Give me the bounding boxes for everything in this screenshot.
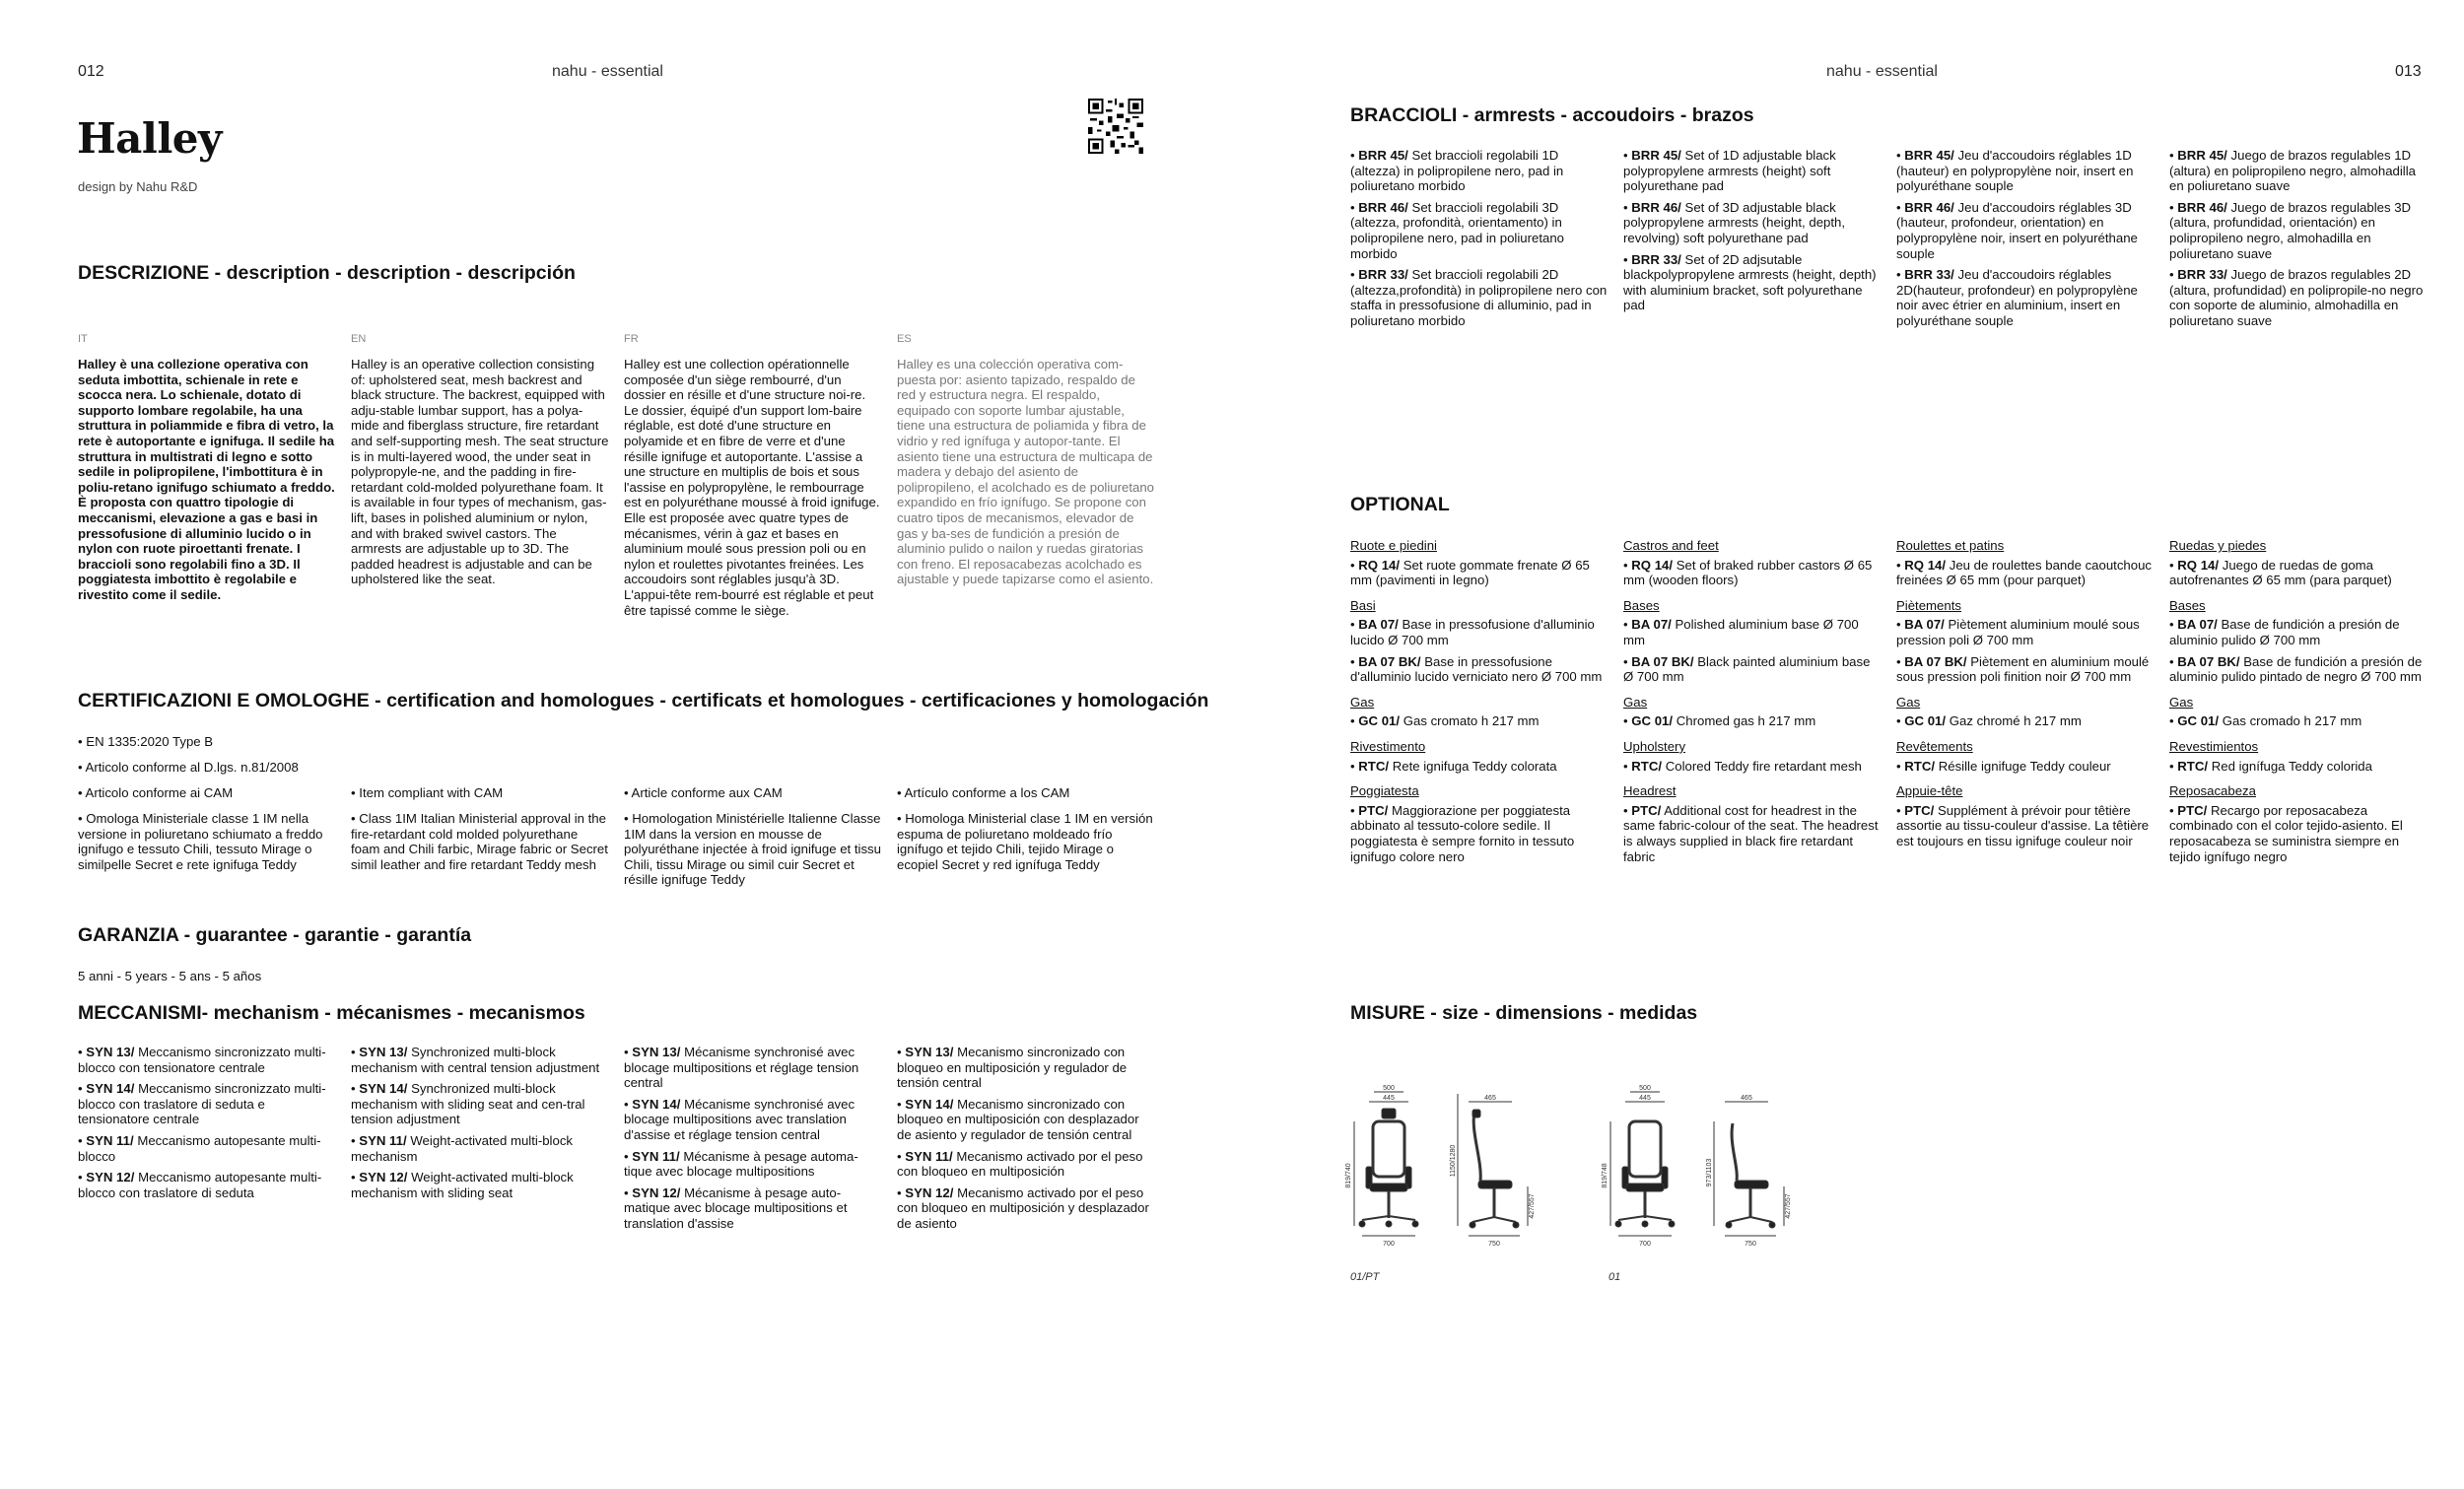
spec-code: BRR 45/ bbox=[1904, 148, 1954, 163]
spec-text: Set of 3D adjustable black polypropylene armrests (height, depth, revolving) soft polyurethane pad bbox=[1623, 199, 1846, 245]
optional-column-es bbox=[2169, 538, 2428, 870]
optional-item: • BA 07/ Base in pressofusione d'alluminio lucido Ø 700 mm bbox=[1350, 617, 1595, 647]
spec-item: • BRR 45/ Set of 1D adjustable black polypropylene armrests (height) soft polyurethane pad bbox=[1623, 148, 1836, 194]
optional-text: Résille ignifuge Teddy couleur bbox=[1938, 758, 2111, 774]
optional-text: Additional cost for headrest in the same fabric-colour of the seat. The headrest is always supplied in black fire retardant fabric bbox=[1623, 802, 1879, 864]
spec-item: • BRR 46/ Set of 3D adjustable black polypropylene armrests (height, depth, revolving) soft polyurethane pad bbox=[1623, 199, 1846, 245]
spec-code: BRR 45/ bbox=[2177, 148, 2227, 163]
dim-01pt-side-base: 750 bbox=[1488, 1241, 1500, 1248]
spec-code: BRR 33/ bbox=[1358, 267, 1408, 283]
spec-code: BRR 45/ bbox=[1631, 148, 1681, 163]
optional-text: Piètement aluminium moulé sous pression poli Ø 700 mm bbox=[1896, 617, 2140, 647]
description-text-es: Halley es una colección operativa com-puesta por: asiento tapizado, respaldo de red y estructura negra. El respaldo, equipado con soporte lumbar ajustable, tiene una estructura de poliamida y fibra de vidrio y red ignífuga y autopor-tante. El asiento tiene una estructura de multicapa de madera y debajo del asiento de polipropileno, el acolchado es de poliuretano expandido en frío ignífugo. Se propone con cuatro tipos de mecanismos, elevador de gas y ba-ses de fundición a presión de aluminio pulido o nailon y ruedas giratorias con freno. El reposacabezas acolchado es ajustable y puede tapizarse como el asiento. bbox=[897, 357, 1155, 587]
optional-group-title: Appuie-tête bbox=[1896, 783, 1963, 799]
spec-item: • SYN 11/ Meccanismo autopesante multi-blocco bbox=[78, 1132, 321, 1164]
optional-text: Set ruote gommate frenate Ø 65 mm (pavimenti in legno) bbox=[1350, 557, 1590, 588]
optional-group-title: Gas bbox=[1350, 694, 1375, 710]
optional-code: BA 07 BK/ bbox=[1358, 653, 1421, 669]
spec-text: Set braccioli regolabili 2D (altezza,profondità) in polipropilene nero con staffa in pressofusione di alluminio, pad in poliuretano morbido bbox=[1350, 267, 1608, 328]
optional-item: • RTC/ Colored Teddy fire retardant mesh bbox=[1623, 758, 1862, 774]
optional-code: BA 07/ bbox=[1904, 617, 1945, 633]
spec-item: • SYN 11/ Weight-activated multi-block mechanism bbox=[351, 1132, 574, 1164]
optional-group-title: Revestimientos bbox=[2169, 738, 2259, 754]
spec-text: Mécanisme synchronisé avec blocage multipositions avec translation d'assise et réglage tension central bbox=[624, 1096, 856, 1142]
dim-01-front-width: 445 bbox=[1639, 1095, 1651, 1102]
left-brand-label: nahu - essential bbox=[552, 63, 663, 80]
optional-code: BA 07/ bbox=[2177, 617, 2218, 633]
optional-text: Jeu de roulettes bande caoutchouc freinées Ø 65 mm (pour parquet) bbox=[1896, 557, 2153, 588]
spec-text: Jeu d'accoudoirs réglables 1D (hauteur) en polypropylène noir, insert en polyuréthane souple bbox=[1896, 148, 2134, 194]
cert-dlgs: • Articolo conforme al D.lgs. n.81/2008 bbox=[78, 760, 299, 775]
spec-code: SYN 11/ bbox=[632, 1148, 680, 1164]
spec-code: SYN 13/ bbox=[632, 1045, 681, 1059]
optional-group-title: Castros and feet bbox=[1623, 538, 1719, 553]
spec-item: • BRR 33/ Juego de brazos regulables 2D (altura, profundidad) en polipropile-no negro con soporte de aluminio, almohadilla en poliuretano suave bbox=[2169, 267, 2424, 328]
optional-item: • RTC/ Résille ignifuge Teddy couleur bbox=[1896, 758, 2111, 774]
optional-code: RQ 14/ bbox=[1631, 557, 1674, 573]
cert-en1335: • EN 1335:2020 Type B bbox=[78, 734, 214, 749]
spec-text: Juego de brazos regulables 3D (altura, profundidad, orientación) en polipropileno negro, almohadilla en poliuretano suave bbox=[2169, 199, 2412, 261]
spec-text: Jeu d'accoudoirs réglables 2D(hauteur, profondeur) en polypropylène noir avec étrier en aluminium, insert en polyuréthane souple bbox=[1896, 267, 2138, 328]
optional-group-title: Reposacabeza bbox=[2169, 783, 2256, 799]
spec-code: SYN 14/ bbox=[86, 1081, 135, 1097]
optional-item: • RQ 14/ Jeu de roulettes bande caoutchouc freinées Ø 65 mm (pour parquet) bbox=[1896, 557, 2153, 588]
dim-01pt-side-seat: 427/557 bbox=[1529, 1193, 1536, 1219]
optional-text: Chromed gas h 217 mm bbox=[1676, 713, 1816, 729]
description-text-en: Halley is an operative collection consisting of: upholstered seat, mesh backrest and black structure. The backrest, equipped with adju-stable lumbar support, has a polya-mide and fiberglass structure, fire retardant and self-supporting mesh. The seat structure is in multi-layered wood, the under seat in polypropyle-ne, and the padding in fire-retardant cold-molded polyurethane foam. It is available in four types of mechanism, gas-lift, bases in polished aluminium or nylon, and with braked swivel castors. The armrests are adjustable up to 3D. The padded headrest is adjustable and can be upholstered like the seat. bbox=[351, 357, 609, 587]
optional-text: Juego de ruedas de goma autofrenantes Ø 65 mm (para parquet) bbox=[2169, 557, 2392, 588]
optional-code: BA 07/ bbox=[1358, 617, 1399, 633]
optional-code: RTC/ bbox=[2177, 758, 2209, 774]
optional-heading: OPTIONAL bbox=[1350, 494, 1450, 515]
spec-text: Set braccioli regolabili 1D (altezza) in polipropilene nero, pad in poliuretano morbido bbox=[1350, 148, 1564, 194]
spec-text: Mecanismo activado por el peso con bloqueo en multiposición bbox=[897, 1148, 1143, 1180]
optional-code: RQ 14/ bbox=[1904, 557, 1947, 573]
lang-label-en: EN bbox=[351, 333, 367, 345]
optional-text: Maggiorazione per poggiatesta abbinato al tessuto-colore sedile. Il poggiatesta è sempre fornito in tessuto ignifugo colore nero bbox=[1350, 802, 1575, 864]
dim-01-side-seat: 427/557 bbox=[1785, 1193, 1792, 1219]
optional-text: Gas cromato h 217 mm bbox=[1403, 713, 1540, 729]
optional-text: Red ignífuga Teddy colorida bbox=[2211, 758, 2372, 774]
mechanisms-column-en bbox=[351, 1045, 609, 1206]
optional-text: Gas cromado h 217 mm bbox=[2222, 713, 2362, 729]
optional-item: • RTC/ Red ignífuga Teddy colorida bbox=[2169, 758, 2372, 774]
spec-code: SYN 12/ bbox=[905, 1184, 954, 1200]
spec-item: • BRR 46/ Juego de brazos regulables 3D (altura, profundidad, orientación) en polipropileno negro, almohadilla en poliuretano suave bbox=[2169, 199, 2412, 261]
spec-code: SYN 12/ bbox=[86, 1170, 135, 1185]
spec-item: • SYN 13/ Mécanisme synchronisé avec blocage multipositions et réglage tension central bbox=[624, 1045, 859, 1091]
optional-column-fr bbox=[1896, 538, 2155, 855]
spec-item: • SYN 14/ Synchronized multi-block mechanism with sliding seat and cen-tral tension adjustment bbox=[351, 1081, 585, 1127]
optional-item: • PTC/ Recargo por reposacabeza combinado con el color tejido-asiento. El reposacabeza se suministra siempre en tejido ignífugo negro bbox=[2169, 802, 2403, 864]
optional-code: BA 07/ bbox=[1631, 617, 1672, 633]
dim-01pt-front-width: 445 bbox=[1383, 1095, 1395, 1102]
spec-text: Synchronized multi-block mechanism with central tension adjustment bbox=[351, 1045, 600, 1075]
spec-code: SYN 14/ bbox=[632, 1096, 681, 1112]
dim-01-front-height: 819/748 bbox=[1602, 1163, 1608, 1188]
spec-item: • SYN 12/ Weight-activated multi-block mechanism with sliding seat bbox=[351, 1170, 574, 1200]
dim-01-side-top: 465 bbox=[1741, 1095, 1752, 1102]
optional-group-title: Piètements bbox=[1896, 597, 1961, 613]
optional-code: GC 01/ bbox=[1631, 713, 1674, 729]
armrests-column-es bbox=[2169, 148, 2428, 335]
spec-text: Mécanisme à pesage automa-tique avec blocage multipositions bbox=[624, 1148, 858, 1180]
cert-cam-en: • Item compliant with CAM bbox=[351, 785, 504, 800]
optional-item: • BA 07/ Base de fundición a presión de aluminio pulido Ø 700 mm bbox=[2169, 617, 2400, 647]
mechanisms-heading: MECCANISMI- mechanism - mécanismes - mecanismos bbox=[78, 1002, 585, 1024]
mechanisms-column-it bbox=[78, 1045, 336, 1206]
optional-text: Rete ignifuga Teddy colorata bbox=[1392, 758, 1557, 774]
size-caption-01: 01 bbox=[1608, 1271, 1621, 1283]
spec-code: BRR 33/ bbox=[2177, 267, 2227, 283]
optional-column-it bbox=[1350, 538, 1608, 870]
spec-code: SYN 14/ bbox=[359, 1081, 408, 1097]
optional-text: Black painted aluminium base Ø 700 mm bbox=[1623, 653, 1871, 685]
optional-text: Base de fundición a presión de aluminio pulido Ø 700 mm bbox=[2169, 617, 2400, 647]
optional-code: BA 07 BK/ bbox=[1631, 653, 1694, 669]
spec-code: BRR 45/ bbox=[1358, 148, 1408, 163]
armrests-heading: BRACCIOLI - armrests - accoudoirs - brazos bbox=[1350, 104, 1754, 126]
optional-text: Base in pressofusione d'alluminio lucido Ø 700 mm bbox=[1350, 617, 1595, 647]
qr-code bbox=[1088, 99, 1143, 159]
spec-text: Jeu d'accoudoirs réglables 3D (hauteur, profondeur, orientation) en polypropylène noir, insert en polyuréthane souple bbox=[1896, 199, 2138, 261]
warranty-text: 5 anni - 5 years - 5 ans - 5 años bbox=[78, 969, 262, 983]
spec-code: BRR 46/ bbox=[1358, 199, 1408, 215]
optional-text: Recargo por reposacabeza combinado con el color tejido-asiento. El reposacabeza se suministra siempre en tejido ignífugo negro bbox=[2169, 802, 2403, 864]
optional-item: • BA 07/ Polished aluminium base Ø 700 mm bbox=[1623, 617, 1859, 647]
optional-code: GC 01/ bbox=[2177, 713, 2220, 729]
optional-text: Polished aluminium base Ø 700 mm bbox=[1623, 617, 1859, 647]
spec-item: • BRR 33/ Set of 2D adjsutable blackpolypropylene armrests (height, depth) with aluminium bracket, soft polyurethane pad bbox=[1623, 251, 1877, 313]
spec-code: BRR 33/ bbox=[1631, 251, 1681, 267]
optional-code: RTC/ bbox=[1358, 758, 1390, 774]
optional-group-title: Upholstery bbox=[1623, 738, 1686, 754]
dim-01pt-front-top: 500 bbox=[1383, 1085, 1395, 1092]
cert-homologation-es: • Homologa Ministerial clase 1 IM en versión espuma de poliuretano moldeado frío ignífugo et tejido Chili, tejido Mirage o ecopiel Secret y red ignífuga Teddy bbox=[897, 811, 1153, 872]
optional-group-title: Headrest bbox=[1623, 783, 1677, 799]
warranty-heading: GARANZIA - guarantee - garantie - garantía bbox=[78, 924, 472, 946]
optional-group-title: Bases bbox=[1623, 597, 1660, 613]
optional-item: • BA 07 BK/ Base de fundición a presión de aluminio pulido pintado de negro Ø 700 mm bbox=[2169, 653, 2423, 685]
spec-code: SYN 12/ bbox=[359, 1170, 408, 1185]
optional-item: • BA 07 BK/ Piètement en aluminium moulé sous pression poli finition noir Ø 700 mm bbox=[1896, 653, 2150, 685]
lang-label-fr: FR bbox=[624, 333, 639, 345]
optional-column-en bbox=[1623, 538, 1882, 870]
optional-item: • RQ 14/ Set of braked rubber castors Ø 65 mm (wooden floors) bbox=[1623, 557, 1873, 588]
mechanisms-column-fr bbox=[624, 1045, 882, 1238]
optional-group-title: Gas bbox=[1623, 694, 1648, 710]
spec-item: • BRR 33/ Set braccioli regolabili 2D (altezza,profondità) in polipropilene nero con staffa in pressofusione di alluminio, pad in poliuretano morbido bbox=[1350, 267, 1608, 328]
optional-text: Supplément à prévoir pour têtière assortie au tissu-couleur d'assise. La têtière est toujours en tissu ignifuge couleur noir bbox=[1896, 802, 2150, 848]
spec-item: • SYN 12/ Meccanismo autopesante multi-blocco con traslatore di seduta bbox=[78, 1170, 322, 1200]
spec-code: SYN 11/ bbox=[359, 1132, 407, 1148]
spec-text: Weight-activated multi-block mechanism bbox=[351, 1132, 574, 1164]
spec-text: Juego de brazos regulables 1D (altura) en polipropileno negro, almohadilla en poliuretano suave bbox=[2169, 148, 2416, 194]
spec-text: Juego de brazos regulables 2D (altura, profundidad) en polipropile-no negro con soporte de aluminio, almohadilla en poliuretano suave bbox=[2169, 267, 2424, 328]
mechanisms-column-es bbox=[897, 1045, 1155, 1238]
optional-code: PTC/ bbox=[1904, 802, 1935, 818]
optional-item: • GC 01/ Gas cromato h 217 mm bbox=[1350, 713, 1540, 729]
armrests-column-en bbox=[1623, 148, 1882, 319]
optional-text: Set of braked rubber castors Ø 65 mm (wooden floors) bbox=[1623, 557, 1873, 588]
product-title: Halley bbox=[77, 114, 222, 163]
dim-01pt-front-base: 700 bbox=[1383, 1241, 1395, 1248]
optional-item: • PTC/ Additional cost for headrest in the same fabric-colour of the seat. The headrest is always supplied in black fire retardant fabric bbox=[1623, 802, 1879, 864]
spec-item: • SYN 13/ Synchronized multi-block mechanism with central tension adjustment bbox=[351, 1045, 600, 1075]
optional-code: PTC/ bbox=[1358, 802, 1389, 818]
cert-homologation-en: • Class 1IM Italian Ministerial approval in the fire-retardant cold molded polyurethane foam and Chili farbic, Mirage fabric or Secret simil leather and fire retardant Teddy mesh bbox=[351, 811, 608, 872]
spec-item: • SYN 12/ Mécanisme à pesage auto-matique avec blocage multipositions et translation d'assise bbox=[624, 1184, 848, 1231]
optional-code: GC 01/ bbox=[1358, 713, 1401, 729]
spec-item: • BRR 33/ Jeu d'accoudoirs réglables 2D(hauteur, profondeur) en polypropylène noir avec étrier en aluminium, insert en polyuréthane souple bbox=[1896, 267, 2138, 328]
spec-item: • SYN 13/ Meccanismo sincronizzato multi-blocco con tensionatore centrale bbox=[78, 1045, 326, 1075]
spec-text: Mécanisme synchronisé avec blocage multipositions et réglage tension central bbox=[624, 1045, 859, 1091]
spec-code: BRR 46/ bbox=[2177, 199, 2227, 215]
spec-text: Meccanismo sincronizzato multi-blocco con tensionatore centrale bbox=[78, 1045, 326, 1075]
optional-text: Piètement en aluminium moulé sous pression poli finition noir Ø 700 mm bbox=[1896, 653, 2150, 685]
spec-text: Set of 2D adjsutable blackpolypropylene armrests (height, depth) with aluminium bracket, soft polyurethane pad bbox=[1623, 251, 1877, 313]
lang-label-es: ES bbox=[897, 333, 912, 345]
spec-code: BRR 46/ bbox=[1904, 199, 1954, 215]
optional-code: PTC/ bbox=[2177, 802, 2208, 818]
left-page-number: 012 bbox=[78, 63, 104, 80]
spec-text: Mecanismo sincronizado con bloqueo en multiposición con desplazador de asiento y regulador de tensión central bbox=[897, 1096, 1139, 1142]
dim-01-front-top: 500 bbox=[1639, 1085, 1651, 1092]
spec-code: BRR 33/ bbox=[1904, 267, 1954, 283]
dim-01pt-front-height: 819/740 bbox=[1345, 1163, 1352, 1188]
optional-item: • BA 07 BK/ Base in pressofusione d'alluminio lucido verniciato nero Ø 700 mm bbox=[1350, 653, 1603, 685]
optional-group-title: Rivestimento bbox=[1350, 738, 1426, 754]
optional-group-title: Revêtements bbox=[1896, 738, 1973, 754]
optional-item: • BA 07 BK/ Black painted aluminium base Ø 700 mm bbox=[1623, 653, 1871, 685]
spec-text: Mecanismo sincronizado con bloqueo en multiposición y regulador de tensión central bbox=[897, 1045, 1128, 1091]
spec-code: SYN 12/ bbox=[632, 1184, 681, 1200]
designer-credit: design by Nahu R&D bbox=[78, 179, 198, 194]
cert-homologation-it: • Omologa Ministeriale classe 1 IM nella versione in poliuretano schiumato a freddo ignifugo e tessuto Chili, tessuto Mirage o similpelle Secret e rete ignifuga Teddy bbox=[78, 811, 323, 872]
spec-item: • BRR 45/ Set braccioli regolabili 1D (altezza) in polipropilene nero, pad in poliuretano morbido bbox=[1350, 148, 1564, 194]
spec-item: • SYN 11/ Mécanisme à pesage automa-tique avec blocage multipositions bbox=[624, 1148, 858, 1180]
size-caption-01pt: 01/PT bbox=[1350, 1271, 1380, 1283]
spec-text: Set of 1D adjustable black polypropylene armrests (height) soft polyurethane pad bbox=[1623, 148, 1836, 194]
optional-group-title: Gas bbox=[1896, 694, 1921, 710]
optional-item: • BA 07/ Piètement aluminium moulé sous pression poli Ø 700 mm bbox=[1896, 617, 2140, 647]
optional-group-title: Ruote e piedini bbox=[1350, 538, 1437, 553]
description-text-fr: Halley est une collection opérationnelle composée d'un siège rembourré, d'un dossier en résille et d'une structure noi-re. Le dossier, équipé d'un support lom-baire réglable, est doté d'une structure en polyamide et en fibre de verre et d'une résille ignifuge et autoportante. L'assise a une structure en multiplis de bois et sous l'assise en polypropylène, le rembourrage est en polyuréthane moussé à froid ignifuge. Elle est proposée avec quatre types de mécanismes, vérin à gaz et bases en aluminium moulé sous pression poli ou en nylon et roulettes pivotantes freinées. Les accoudoirs sont réglables jusqu'à 3D. L'appui-tête rem-bourré est réglable et peut être tapissé comme le siège. bbox=[624, 357, 880, 618]
spec-item: • BRR 46/ Jeu d'accoudoirs réglables 3D (hauteur, profondeur, orientation) en polypropylène noir, insert en polyuréthane souple bbox=[1896, 199, 2138, 261]
dim-01pt-side-height: 1150/1280 bbox=[1450, 1144, 1457, 1178]
cert-homologation-fr: • Homologation Ministérielle Italienne Classe 1IM dans la version en mousse de polyuréthane injectée à froid ignifuge et tissu Chili, tissu Mirage ou simil cuir Secret et résille ignifuge Teddy bbox=[624, 811, 881, 888]
optional-text: Base in pressofusione d'alluminio lucido verniciato nero Ø 700 mm bbox=[1350, 653, 1603, 685]
spec-code: SYN 11/ bbox=[905, 1148, 953, 1164]
optional-item: • GC 01/ Gaz chromé h 217 mm bbox=[1896, 713, 2082, 729]
certifications-heading: CERTIFICAZIONI E OMOLOGHE - certification and homologues - certificats et homologues - certificaciones y homologación bbox=[78, 690, 1209, 711]
dim-01pt-side-top: 465 bbox=[1484, 1095, 1496, 1102]
optional-code: RTC/ bbox=[1631, 758, 1663, 774]
spec-item: • BRR 45/ Jeu d'accoudoirs réglables 1D (hauteur) en polypropylène noir, insert en polyuréthane souple bbox=[1896, 148, 2134, 194]
optional-item: • PTC/ Maggiorazione per poggiatesta abbinato al tessuto-colore sedile. Il poggiatesta è sempre fornito in tessuto ignifugo colore nero bbox=[1350, 802, 1575, 864]
dim-01-front-base: 700 bbox=[1639, 1241, 1651, 1248]
optional-text: Gaz chromé h 217 mm bbox=[1949, 713, 2082, 729]
spec-text: Mecanismo activado por el peso con bloqueo en multiposición y desplazador de asiento bbox=[897, 1184, 1149, 1231]
optional-group-title: Bases bbox=[2169, 597, 2206, 613]
description-text-it: Halley è una collezione operativa con seduta imbottita, schienale in rete e scocca nera. Lo schienale, dotato di supporto lombare regolabile, ha una struttura in poliammide e fibra di vetro, la rete è autoportante e ignifuga. Il sedile ha struttura in multistrati di legno e sotto sedile in polipropilene, l'imbottitura è in poliu-retano ignifugo schiumato a freddo. È proposta con quattro tipologie di meccanismi, elevazione a gas e basi in pressofusione di alluminio lucido o in nylon con ruote piroettanti frenate. I braccioli sono regolabili fino a 3D. Il poggiatesta imbottito è regolabile e rivestito come il sedile. bbox=[78, 357, 335, 602]
dim-01-side-base: 750 bbox=[1745, 1241, 1756, 1248]
spec-text: Synchronized multi-block mechanism with sliding seat and cen-tral tension adjustment bbox=[351, 1081, 585, 1127]
optional-code: BA 07 BK/ bbox=[1904, 653, 1967, 669]
optional-group-title: Poggiatesta bbox=[1350, 783, 1419, 799]
sizes-heading: MISURE - size - dimensions - medidas bbox=[1350, 1002, 1698, 1024]
spec-code: SYN 14/ bbox=[905, 1096, 954, 1112]
spec-item: • BRR 45/ Juego de brazos regulables 1D (altura) en polipropileno negro, almohadilla en poliuretano suave bbox=[2169, 148, 2416, 194]
optional-item: • RQ 14/ Juego de ruedas de goma autofrenantes Ø 65 mm (para parquet) bbox=[2169, 557, 2392, 588]
spec-code: SYN 13/ bbox=[359, 1045, 408, 1059]
spec-text: Weight-activated multi-block mechanism with sliding seat bbox=[351, 1170, 574, 1200]
spec-code: SYN 11/ bbox=[86, 1132, 134, 1148]
optional-text: Base de fundición a presión de aluminio pulido pintado de negro Ø 700 mm bbox=[2169, 653, 2423, 685]
optional-group-title: Ruedas y piedes bbox=[2169, 538, 2267, 553]
qr-code-icon bbox=[1088, 99, 1143, 154]
size-drawing-01pt bbox=[1346, 1082, 1839, 1259]
cert-cam-fr: • Article conforme aux CAM bbox=[624, 785, 783, 800]
spec-code: SYN 13/ bbox=[905, 1045, 954, 1059]
optional-text: Colored Teddy fire retardant mesh bbox=[1665, 758, 1862, 774]
cert-cam-it: • Articolo conforme ai CAM bbox=[78, 785, 234, 800]
cert-cam-es: • Artículo conforme a los CAM bbox=[897, 785, 1070, 800]
spec-text: Meccanismo sincronizzato multi-blocco con traslatore di seduta e tensionatore centrale bbox=[78, 1081, 326, 1127]
optional-item: • RTC/ Rete ignifuga Teddy colorata bbox=[1350, 758, 1557, 774]
spec-item: • SYN 12/ Mecanismo activado por el peso con bloqueo en multiposición y desplazador de asiento bbox=[897, 1184, 1149, 1231]
optional-code: PTC/ bbox=[1631, 802, 1662, 818]
optional-code: RQ 14/ bbox=[1358, 557, 1401, 573]
chair-dimension-drawing bbox=[1346, 1082, 1839, 1259]
optional-code: BA 07 BK/ bbox=[2177, 653, 2240, 669]
optional-item: • GC 01/ Gas cromado h 217 mm bbox=[2169, 713, 2362, 729]
spec-item: • SYN 14/ Meccanismo sincronizzato multi-blocco con traslatore di seduta e tensionatore centrale bbox=[78, 1081, 326, 1127]
optional-group-title: Roulettes et patins bbox=[1896, 538, 2005, 553]
spec-text: Meccanismo autopesante multi-blocco bbox=[78, 1132, 321, 1164]
right-brand-label: nahu - essential bbox=[1826, 63, 1938, 80]
spec-item: • SYN 14/ Mecanismo sincronizado con bloqueo en multiposición con desplazador de asiento y regulador de tensión central bbox=[897, 1096, 1139, 1142]
lang-label-it: IT bbox=[78, 333, 88, 345]
optional-code: GC 01/ bbox=[1904, 713, 1947, 729]
optional-item: • PTC/ Supplément à prévoir pour têtière assortie au tissu-couleur d'assise. La têtière est toujours en tissu ignifuge couleur noir bbox=[1896, 802, 2150, 848]
dim-01-side-height: 973/1103 bbox=[1706, 1158, 1713, 1187]
optional-code: RTC/ bbox=[1904, 758, 1936, 774]
right-page-number: 013 bbox=[2395, 63, 2422, 80]
spec-item: • BRR 46/ Set braccioli regolabili 3D (altezza, profondità, orientamento) in polipropilene nero, pad in poliuretano morbido bbox=[1350, 199, 1565, 261]
spec-text: Meccanismo autopesante multi-blocco con traslatore di seduta bbox=[78, 1170, 322, 1200]
spec-item: • SYN 13/ Mecanismo sincronizado con bloqueo en multiposición y regulador de tensión central bbox=[897, 1045, 1128, 1091]
spec-text: Set braccioli regolabili 3D (altezza, profondità, orientamento) in polipropilene nero, pad in poliuretano morbido bbox=[1350, 199, 1565, 261]
spec-code: SYN 13/ bbox=[86, 1045, 135, 1059]
optional-code: RQ 14/ bbox=[2177, 557, 2220, 573]
armrests-column-fr bbox=[1896, 148, 2155, 335]
spec-code: BRR 46/ bbox=[1631, 199, 1681, 215]
spec-item: • SYN 11/ Mecanismo activado por el peso con bloqueo en multiposición bbox=[897, 1148, 1143, 1180]
armrests-column-it bbox=[1350, 148, 1608, 335]
spec-text: Mécanisme à pesage auto-matique avec blocage multipositions et translation d'assise bbox=[624, 1184, 848, 1231]
description-heading: DESCRIZIONE - description - description - descripción bbox=[78, 262, 576, 284]
spec-item: • SYN 14/ Mécanisme synchronisé avec blocage multipositions avec translation d'assise et réglage tension central bbox=[624, 1096, 856, 1142]
optional-item: • GC 01/ Chromed gas h 217 mm bbox=[1623, 713, 1816, 729]
optional-item: • RQ 14/ Set ruote gommate frenate Ø 65 mm (pavimenti in legno) bbox=[1350, 557, 1590, 588]
optional-group-title: Gas bbox=[2169, 694, 2194, 710]
optional-group-title: Basi bbox=[1350, 597, 1376, 613]
